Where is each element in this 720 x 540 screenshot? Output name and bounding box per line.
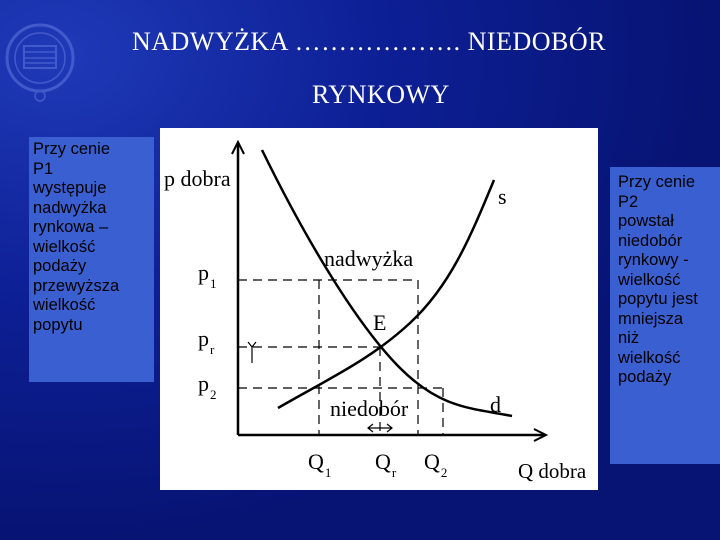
price-label-2: $p_2$	[198, 371, 217, 402]
demand-curve	[262, 150, 512, 416]
supply-curve-label: s	[498, 184, 507, 209]
note-line: Przy cenie	[33, 140, 111, 158]
note-line: podaży	[33, 257, 87, 275]
note-line: wielkość	[618, 348, 681, 367]
note-line: rynkowa –	[33, 218, 109, 236]
slide-title: NADWYŻKA ………………. NIEDOBÓR	[132, 27, 606, 56]
supply-curve	[278, 180, 494, 408]
quantity-label-1: $Q_1$	[308, 449, 332, 480]
quantity-label-2: $Q_2$	[424, 449, 448, 480]
price-tick-labels	[198, 260, 217, 402]
price-label-1: $p_1$	[198, 260, 217, 291]
supply-demand-diagram	[160, 128, 598, 490]
note-line: niedobór	[618, 231, 683, 250]
note-line: mniejsza	[618, 309, 684, 328]
demand-curve-label: d	[490, 392, 501, 417]
note-line: popytu jest	[618, 290, 698, 308]
note-line: wielkość	[33, 237, 96, 256]
note-line: P2	[618, 192, 639, 211]
note-line: przewyższa	[33, 276, 120, 295]
surplus-explanation-box	[29, 137, 154, 382]
note-line: wielkość	[33, 296, 96, 314]
note-line: podaży	[618, 368, 672, 386]
note-line: P1	[33, 159, 54, 178]
slide-subtitle: RYNKOWY	[312, 80, 450, 109]
note-line: Przy cenie	[618, 173, 696, 191]
pr-marker-arrow-head	[248, 342, 256, 347]
y-axis-label: p dobra	[164, 166, 231, 191]
note-line: niż	[618, 329, 640, 347]
quantity-label-r: $Q_r$	[375, 449, 397, 480]
note-line: wielkość	[618, 270, 681, 289]
note-line: nadwyżka	[33, 198, 107, 217]
x-axis-label: Q dobra	[518, 459, 587, 483]
price-label-r: $p_r$	[198, 326, 215, 357]
note-line: występuje	[33, 179, 107, 197]
quantity-tick-labels	[308, 449, 447, 480]
surplus-label: nadwyżka	[324, 246, 414, 271]
shortage-explanation-box	[610, 167, 720, 464]
note-line: powstał	[618, 212, 674, 230]
shortage-label: niedobór	[330, 396, 409, 421]
note-line: rynkowy -	[618, 251, 689, 269]
equilibrium-label: E	[373, 310, 387, 335]
note-line: popytu	[33, 315, 83, 334]
